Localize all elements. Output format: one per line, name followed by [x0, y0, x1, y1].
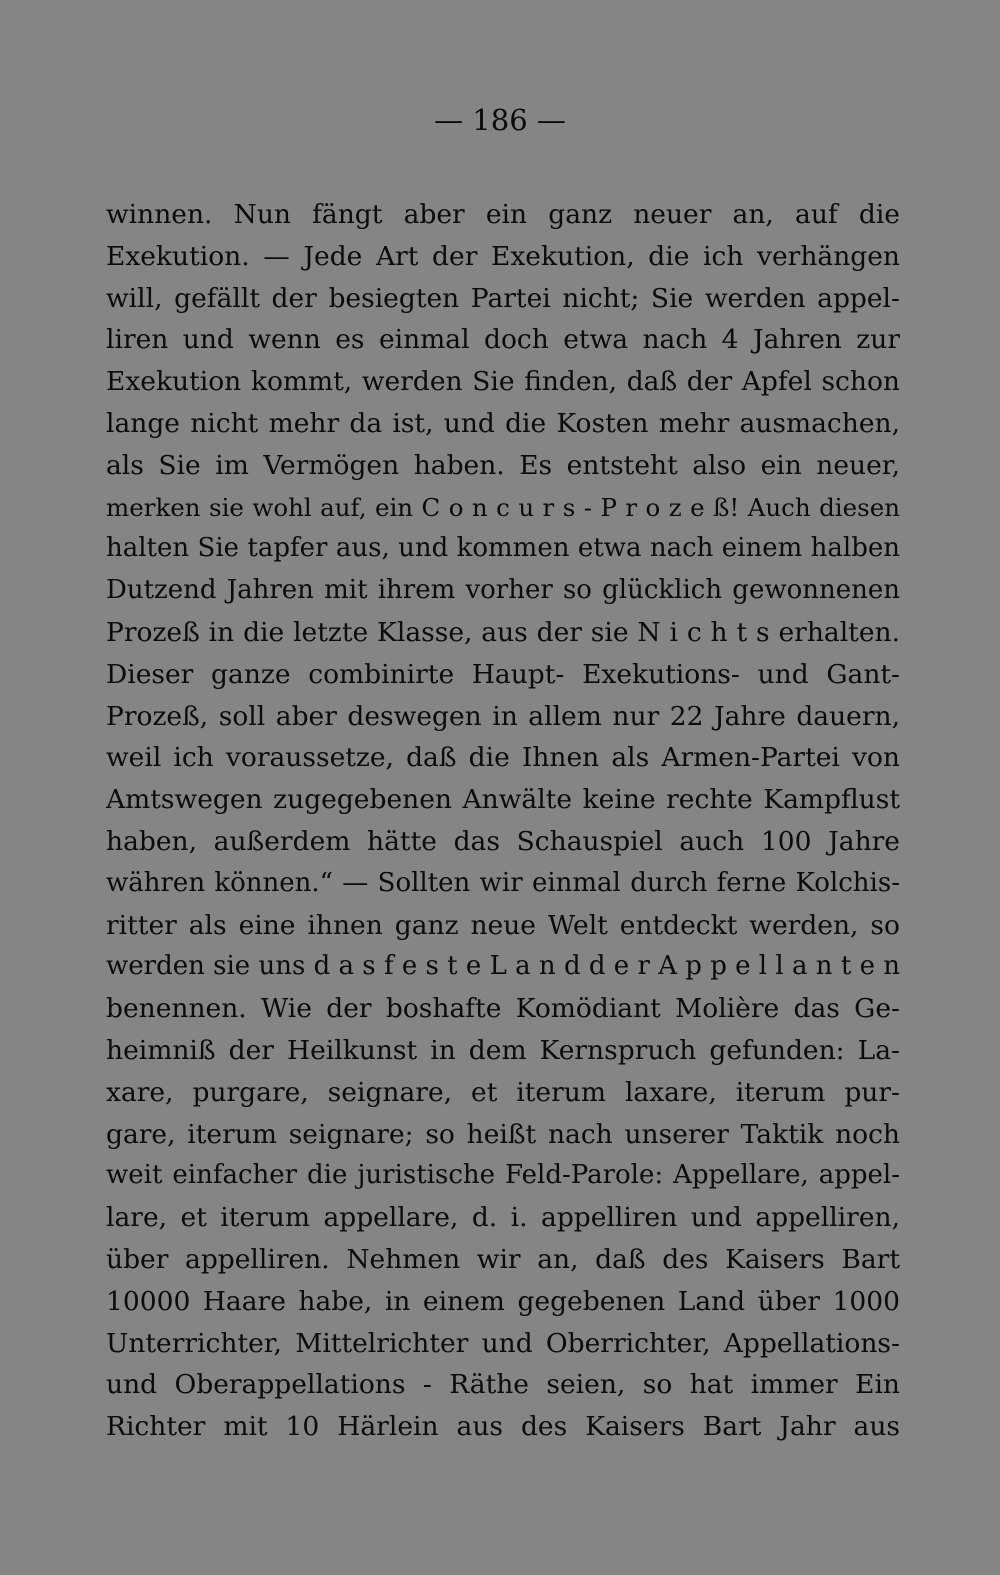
- text-line: winnen. Nun fängt aber ein ganz neuer an, auf die: [106, 199, 900, 230]
- text-line: Prozeß in die letzte Klasse, aus der sie N i c h t s erhalten.: [106, 616, 900, 648]
- body-text: [106, 194, 900, 1448]
- text-line: Dutzend Jahren mit ihrem vorher so glücklich gewonnenen: [106, 575, 900, 606]
- text-line: Richter mit 10 Härlein aus des Kaisers Bart Jahr aus: [106, 1411, 900, 1443]
- text-line: Exekution. — Jede Art der Exekution, die ich verhängen: [106, 240, 900, 272]
- text-line: Unterrichter, Mittelrichter und Oberrichter, Appellations-: [106, 1327, 900, 1359]
- page-number: — 186 —: [434, 103, 566, 137]
- text-line: weit einfacher die juristische Feld-Parole: Appellare, appel-: [106, 1160, 900, 1191]
- text-line: Exekution kommt, werden Sie finden, daß der Apfel schon: [106, 366, 900, 398]
- text-line: Prozeß, soll aber deswegen in allem nur 22 Jahre dauern,: [106, 700, 900, 732]
- text-line: halten Sie tapfer aus, und kommen etwa nach einem halben: [106, 533, 900, 564]
- text-line: Amtswegen zugegebenen Anwälte keine rechte Kampflust: [106, 784, 900, 816]
- text-line: will, gefällt der besiegten Partei nicht; Sie werden appel-: [106, 282, 900, 314]
- text-line: währen können.“ — Sollten wir einmal durch ferne Kolchis-: [106, 867, 900, 898]
- text-line: gare, iterum seignare; so heißt nach unserer Taktik noch: [106, 1118, 900, 1150]
- text-line: ritter als eine ihnen ganz neue Welt entdeckt werden, so: [106, 909, 900, 941]
- text-line: 10000 Haare habe, in einem gegebenen Land über 1000: [106, 1285, 900, 1317]
- text-line: xare, purgare, seignare, et iterum laxare, iterum pur-: [106, 1076, 900, 1108]
- text-line: lare, et iterum appellare, d. i. appelliren und appelliren,: [106, 1202, 900, 1234]
- text-line: liren und wenn es einmal doch etwa nach 4 Jahren zur: [106, 324, 900, 356]
- text-line: haben, außerdem hätte das Schauspiel auch 100 Jahre: [106, 825, 900, 857]
- text-line: heimniß der Heilkunst in dem Kernspruch gefunden: La-: [106, 1034, 900, 1066]
- text-line: weil ich voraussetze, daß die Ihnen als Armen-Partei von: [106, 742, 900, 774]
- text-line: und Oberappellations - Räthe seien, so hat immer Ein: [106, 1369, 900, 1401]
- text-line: Dieser ganze combinirte Haupt- Exekutions- und Gant-: [106, 658, 900, 690]
- text-line: werden sie uns d a s f e s t e L a n d d e r A p p e l l a n t e n: [106, 951, 900, 982]
- text-line: merken sie wohl auf, ein C o n c u r s - P r o z e ß! Auch diesen: [106, 492, 900, 522]
- text-line: als Sie im Vermögen haben. Es entsteht also ein neuer,: [106, 449, 900, 481]
- text-line: über appelliren. Nehmen wir an, daß des Kaisers Bart: [106, 1243, 900, 1275]
- text-line: lange nicht mehr da ist, und die Kosten mehr ausmachen,: [106, 407, 900, 439]
- text-line: benennen. Wie der boshafte Komödiant Molière das Ge-: [106, 993, 900, 1025]
